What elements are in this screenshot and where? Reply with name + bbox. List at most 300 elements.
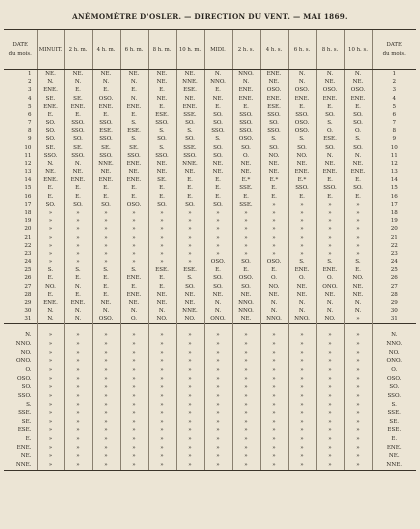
wind-direction-cell: SSO.	[260, 111, 288, 119]
summary-direction-label: ENE.	[16, 444, 32, 451]
wind-direction-cell: SO.	[148, 135, 176, 143]
wind-direction-cell: S.	[260, 135, 288, 143]
summary-empty-cell: »	[37, 383, 64, 392]
summary-empty-cell: »	[232, 400, 260, 409]
wind-direction-cell: »	[344, 209, 372, 217]
summary-empty-cell: »	[148, 426, 176, 435]
summary-empty-cell: »	[288, 392, 316, 401]
wind-direction-cell: E.	[148, 274, 176, 282]
wind-direction-cell: »	[148, 225, 176, 233]
divider-cell	[316, 324, 344, 332]
summary-direction-label: NO.	[20, 349, 32, 356]
wind-direction-cell: NE.	[92, 70, 120, 79]
summary-empty-cell: »	[344, 383, 372, 392]
summary-empty-cell: »	[232, 383, 260, 392]
wind-direction-cell: E.	[232, 103, 260, 111]
table-row	[4, 217, 416, 225]
summary-empty-cell: »	[204, 400, 232, 409]
wind-direction-cell: SSE.	[176, 144, 204, 152]
wind-direction-cell: NE.	[232, 291, 260, 299]
summary-empty-cell: »	[344, 452, 372, 461]
summary-direction-label: NNO.	[15, 341, 32, 348]
wind-direction-cell: »	[64, 225, 92, 233]
summary-empty-cell: »	[288, 357, 316, 366]
summary-empty-cell: »	[344, 340, 372, 349]
summary-direction-label: SSO.	[372, 392, 416, 401]
day-number: 6	[372, 111, 416, 119]
wind-direction-cell: E.	[204, 103, 232, 111]
summary-empty-cell: »	[92, 357, 120, 366]
summary-row	[4, 357, 416, 366]
table-row	[4, 135, 416, 143]
wind-direction-cell: »	[148, 250, 176, 258]
wind-direction-cell: »	[344, 201, 372, 209]
wind-direction-cell: NNO.	[204, 78, 232, 86]
summary-empty-cell: »	[120, 444, 148, 453]
wind-direction-cell: S.	[120, 266, 148, 274]
wind-direction-cell: N.	[344, 152, 372, 160]
summary-empty-cell: »	[344, 418, 372, 427]
summary-empty-cell: »	[148, 383, 176, 392]
wind-direction-cell: »	[204, 217, 232, 225]
summary-empty-cell: »	[288, 409, 316, 418]
day-number: 25	[24, 267, 32, 274]
summary-empty-cell: »	[176, 426, 204, 435]
summary-empty-cell: »	[232, 409, 260, 418]
wind-direction-cell: ENE.	[120, 176, 148, 184]
wind-direction-cell: SO.	[316, 144, 344, 152]
wind-direction-cell: SO.	[176, 135, 204, 143]
wind-direction-cell: »	[204, 242, 232, 250]
wind-direction-cell: NE.	[148, 299, 176, 307]
wind-direction-cell: E.	[148, 86, 176, 94]
wind-direction-cell: N.	[288, 78, 316, 86]
wind-direction-cell: NNE.	[176, 160, 204, 168]
summary-empty-cell: »	[92, 418, 120, 427]
summary-empty-cell: »	[288, 366, 316, 375]
wind-direction-cell: NE.	[176, 70, 204, 79]
summary-row	[4, 383, 416, 392]
summary-empty-cell: »	[260, 331, 288, 340]
wind-direction-cell: N.	[260, 299, 288, 307]
summary-direction-label: NNO.	[372, 340, 416, 349]
day-number: 17	[24, 201, 32, 208]
summary-empty-cell: »	[64, 375, 92, 384]
summary-empty-cell: »	[204, 331, 232, 340]
wind-direction-cell: »	[204, 209, 232, 217]
wind-direction-cell: OSO.	[344, 86, 372, 94]
wind-direction-cell: ENE.	[37, 103, 64, 111]
wind-direction-cell: N.	[316, 152, 344, 160]
day-number: 16	[24, 193, 32, 200]
wind-direction-cell: »	[260, 250, 288, 258]
wind-direction-cell: ENE.	[120, 160, 148, 168]
summary-empty-cell: »	[316, 444, 344, 453]
wind-direction-cell: NNO.	[288, 315, 316, 324]
summary-empty-cell: »	[316, 392, 344, 401]
wind-direction-cell: »	[232, 250, 260, 258]
summary-empty-cell: »	[176, 418, 204, 427]
wind-direction-cell: E.*	[288, 176, 316, 184]
header-date-label: du mois.	[382, 50, 406, 57]
summary-direction-label: O.	[25, 366, 32, 373]
wind-direction-cell: N.	[344, 70, 372, 79]
wind-direction-cell: »	[120, 258, 148, 266]
summary-empty-cell: »	[204, 375, 232, 384]
wind-direction-cell: E.	[120, 86, 148, 94]
wind-direction-cell: NO.	[288, 152, 316, 160]
divider-cell	[148, 324, 176, 332]
wind-direction-cell: NO.	[344, 274, 372, 282]
wind-direction-cell: O.	[232, 152, 260, 160]
wind-direction-cell: »	[260, 242, 288, 250]
summary-row	[4, 426, 416, 435]
wind-direction-cell: S.	[64, 266, 92, 274]
summary-empty-cell: »	[204, 444, 232, 453]
summary-empty-cell: »	[232, 452, 260, 461]
wind-direction-cell: »	[316, 201, 344, 209]
wind-direction-cell: SO.	[37, 201, 64, 209]
day-number: 2	[27, 79, 32, 86]
wind-direction-cell: NE.	[204, 168, 232, 176]
summary-empty-cell: »	[120, 426, 148, 435]
summary-empty-cell: »	[176, 340, 204, 349]
wind-direction-cell: »	[344, 250, 372, 258]
table-row	[4, 291, 416, 299]
summary-empty-cell: »	[260, 375, 288, 384]
wind-direction-cell: E.	[176, 193, 204, 201]
wind-direction-cell: E.	[344, 193, 372, 201]
summary-empty-cell: »	[288, 426, 316, 435]
table-row	[4, 176, 416, 184]
summary-empty-cell: »	[37, 444, 64, 453]
wind-direction-cell: »	[37, 217, 64, 225]
header-hour: 4 h. m.	[92, 30, 120, 70]
summary-empty-cell: »	[260, 392, 288, 401]
wind-direction-cell: E.	[64, 274, 92, 282]
wind-direction-cell: »	[120, 250, 148, 258]
table-row	[4, 152, 416, 160]
summary-empty-cell: »	[204, 383, 232, 392]
wind-direction-cell: »	[288, 225, 316, 233]
summary-empty-cell: »	[316, 383, 344, 392]
wind-direction-cell: ENE.	[316, 266, 344, 274]
wind-direction-cell: E.	[64, 86, 92, 94]
wind-direction-cell: SSE.	[232, 184, 260, 192]
wind-direction-cell: N.	[288, 299, 316, 307]
wind-direction-cell: NNO.	[232, 307, 260, 315]
wind-direction-cell: OSO.	[260, 258, 288, 266]
wind-direction-cell: SSO.	[232, 127, 260, 135]
wind-direction-cell: »	[344, 225, 372, 233]
wind-direction-cell: OSO.	[204, 258, 232, 266]
summary-empty-cell: »	[64, 340, 92, 349]
summary-row	[4, 461, 416, 470]
wind-direction-cell: NE.	[120, 168, 148, 176]
wind-direction-cell: E.	[232, 193, 260, 201]
wind-direction-cell: S.	[120, 119, 148, 127]
wind-direction-cell: »	[148, 258, 176, 266]
summary-empty-cell: »	[37, 340, 64, 349]
wind-direction-cell: ENE.	[260, 70, 288, 79]
day-number: 13	[372, 168, 416, 176]
wind-direction-cell: NE.	[344, 160, 372, 168]
day-number: 21	[372, 233, 416, 241]
wind-direction-cell: SO.	[37, 127, 64, 135]
header-hour: 10 h. m.	[176, 30, 204, 70]
wind-direction-cell: N.	[37, 78, 64, 86]
wind-direction-cell: E.	[316, 103, 344, 111]
wind-direction-cell: NO.	[37, 282, 64, 290]
wind-direction-cell: N.	[120, 95, 148, 103]
wind-direction-cell: »	[288, 217, 316, 225]
wind-direction-cell: NE.	[92, 168, 120, 176]
wind-direction-cell: OSO.	[92, 315, 120, 324]
wind-direction-cell: E.	[64, 193, 92, 201]
day-number: 24	[24, 259, 32, 266]
wind-direction-cell: SE.	[64, 95, 92, 103]
summary-row	[4, 392, 416, 401]
wind-direction-cell: ENE.	[316, 95, 344, 103]
wind-direction-cell: ENE.	[260, 95, 288, 103]
wind-direction-cell: NE.	[316, 160, 344, 168]
wind-direction-cell: »	[92, 250, 120, 258]
wind-direction-cell: NE.	[344, 291, 372, 299]
wind-direction-cell: N.	[37, 315, 64, 324]
summary-empty-cell: »	[120, 331, 148, 340]
wind-direction-cell: »	[232, 225, 260, 233]
summary-empty-cell: »	[37, 400, 64, 409]
summary-empty-cell: »	[64, 392, 92, 401]
wind-direction-cell: S.	[176, 274, 204, 282]
table-row	[4, 78, 416, 86]
day-number: 22	[372, 242, 416, 250]
summary-empty-cell: »	[316, 452, 344, 461]
summary-empty-cell: »	[64, 461, 92, 470]
summary-empty-cell: »	[344, 357, 372, 366]
wind-direction-cell: E.*	[232, 176, 260, 184]
summary-direction-label: NNE.	[372, 461, 416, 470]
summary-direction-label: NE.	[20, 453, 32, 460]
day-number: 14	[24, 177, 32, 184]
wind-direction-cell: NNO.	[232, 299, 260, 307]
wind-direction-cell: SO.	[288, 144, 316, 152]
wind-direction-cell: E.	[120, 111, 148, 119]
summary-empty-cell: »	[176, 357, 204, 366]
section-divider	[4, 324, 416, 332]
table-row	[4, 315, 416, 324]
summary-direction-label: SSE.	[18, 410, 32, 417]
wind-direction-cell: »	[288, 233, 316, 241]
wind-direction-cell: OSO.	[120, 201, 148, 209]
wind-direction-cell: SO.	[204, 274, 232, 282]
summary-empty-cell: »	[37, 375, 64, 384]
day-number: 26	[372, 274, 416, 282]
wind-direction-cell: »	[120, 233, 148, 241]
wind-direction-cell: N.	[37, 160, 64, 168]
summary-row	[4, 375, 416, 384]
summary-empty-cell: »	[120, 392, 148, 401]
table-row	[4, 193, 416, 201]
day-number: 31	[24, 316, 32, 323]
header-row	[4, 30, 416, 70]
wind-direction-cell: O.	[288, 274, 316, 282]
wind-direction-cell: NE.	[260, 291, 288, 299]
wind-direction-cell: N.	[37, 307, 64, 315]
wind-direction-cell: N.	[204, 299, 232, 307]
wind-direction-cell: ENE.	[120, 291, 148, 299]
wind-direction-cell: N.	[204, 307, 232, 315]
divider-cell	[4, 324, 37, 332]
wind-direction-cell: E.	[204, 176, 232, 184]
wind-direction-cell: N.	[316, 307, 344, 315]
header-hour: 6 h. s.	[288, 30, 316, 70]
summary-empty-cell: »	[64, 435, 92, 444]
wind-direction-cell: SSE.	[232, 201, 260, 209]
wind-direction-cell: SO.	[232, 144, 260, 152]
wind-direction-cell: NE.	[120, 299, 148, 307]
summary-empty-cell: »	[288, 435, 316, 444]
summary-empty-cell: »	[316, 375, 344, 384]
summary-empty-cell: »	[344, 331, 372, 340]
summary-empty-cell: »	[176, 383, 204, 392]
wind-direction-cell: E.	[120, 184, 148, 192]
wind-direction-cell: NO.	[176, 315, 204, 324]
wind-direction-cell: N.	[148, 307, 176, 315]
summary-empty-cell: »	[120, 375, 148, 384]
divider-cell	[372, 324, 416, 332]
wind-direction-cell: »	[64, 258, 92, 266]
wind-direction-cell: »	[232, 209, 260, 217]
summary-direction-label: S.	[26, 401, 32, 408]
wind-direction-cell: SO.	[204, 144, 232, 152]
day-number: 23	[372, 250, 416, 258]
wind-direction-cell: NE.	[148, 70, 176, 79]
wind-direction-cell: S.	[120, 135, 148, 143]
summary-empty-cell: »	[64, 349, 92, 358]
wind-direction-cell: E.	[148, 282, 176, 290]
summary-empty-cell: »	[64, 426, 92, 435]
summary-direction-label: O.	[372, 366, 416, 375]
wind-direction-cell: E.	[37, 184, 64, 192]
wind-direction-cell: E.	[260, 193, 288, 201]
summary-empty-cell: »	[37, 349, 64, 358]
day-number: 29	[24, 299, 32, 306]
wind-direction-cell: E.	[92, 282, 120, 290]
wind-direction-cell: S.	[316, 119, 344, 127]
wind-direction-cell: »	[64, 209, 92, 217]
summary-empty-cell: »	[92, 400, 120, 409]
summary-empty-cell: »	[64, 331, 92, 340]
wind-direction-cell: NE.	[64, 70, 92, 79]
table-row	[4, 299, 416, 307]
day-number: 24	[372, 258, 416, 266]
summary-empty-cell: »	[37, 409, 64, 418]
divider-cell	[260, 324, 288, 332]
wind-direction-cell: N.	[64, 307, 92, 315]
day-number: 8	[27, 128, 32, 135]
wind-direction-cell: E.	[344, 103, 372, 111]
wind-direction-cell: E.	[344, 176, 372, 184]
summary-empty-cell: »	[148, 461, 176, 470]
summary-empty-cell: »	[288, 375, 316, 384]
summary-empty-cell: »	[232, 349, 260, 358]
wind-direction-cell: ENE.	[176, 103, 204, 111]
header-hour: 8 h. m.	[148, 30, 176, 70]
summary-empty-cell: »	[176, 409, 204, 418]
day-number: 14	[372, 176, 416, 184]
wind-direction-cell: NE.	[148, 291, 176, 299]
wind-direction-cell: NE.	[148, 160, 176, 168]
wind-direction-cell: ENE.	[37, 299, 64, 307]
wind-direction-cell: »	[260, 201, 288, 209]
wind-direction-cell: N.	[288, 70, 316, 79]
summary-empty-cell: »	[92, 444, 120, 453]
wind-direction-cell: ESE.	[316, 135, 344, 143]
wind-direction-cell: NNE.	[92, 160, 120, 168]
wind-direction-cell: ENE.	[344, 168, 372, 176]
wind-direction-cell: N.	[92, 78, 120, 86]
wind-direction-cell: SE.	[120, 144, 148, 152]
summary-empty-cell: »	[176, 461, 204, 470]
wind-direction-cell: NE.	[260, 78, 288, 86]
day-number: 27	[24, 283, 32, 290]
summary-empty-cell: »	[148, 452, 176, 461]
wind-direction-cell: S.	[148, 127, 176, 135]
wind-direction-cell: »	[204, 233, 232, 241]
wind-direction-cell: SE.	[37, 95, 64, 103]
wind-direction-cell: N.	[64, 160, 92, 168]
summary-row	[4, 340, 416, 349]
wind-direction-cell: »	[288, 201, 316, 209]
wind-direction-cell: SSO.	[260, 127, 288, 135]
wind-direction-cell: NE.	[260, 160, 288, 168]
summary-empty-cell: »	[64, 400, 92, 409]
summary-empty-cell: »	[37, 435, 64, 444]
summary-empty-cell: »	[92, 375, 120, 384]
summary-empty-cell: »	[232, 375, 260, 384]
summary-empty-cell: »	[232, 340, 260, 349]
summary-direction-label: NNE.	[4, 461, 37, 470]
summary-direction-label: ONO.	[15, 358, 32, 365]
wind-direction-cell: NE.	[344, 282, 372, 290]
wind-direction-cell: »	[344, 315, 372, 324]
wind-direction-cell: ESE.	[260, 103, 288, 111]
table-row	[4, 209, 416, 217]
table-row	[4, 127, 416, 135]
wind-direction-cell: »	[176, 217, 204, 225]
wind-direction-cell: N.	[120, 307, 148, 315]
summary-empty-cell: »	[120, 349, 148, 358]
summary-empty-cell: »	[120, 452, 148, 461]
wind-direction-cell: NE.	[260, 168, 288, 176]
wind-direction-cell: SSO.	[288, 111, 316, 119]
wind-direction-cell: E.	[92, 274, 120, 282]
summary-empty-cell: »	[120, 340, 148, 349]
header-hour: 4 h. s.	[260, 30, 288, 70]
summary-direction-label: ESE.	[17, 427, 32, 434]
summary-empty-cell: »	[204, 392, 232, 401]
table-row	[4, 225, 416, 233]
wind-direction-cell: E.	[92, 111, 120, 119]
wind-direction-cell: S.	[176, 127, 204, 135]
day-number: 22	[24, 242, 32, 249]
wind-direction-cell: »	[288, 209, 316, 217]
wind-direction-cell: ENE.	[288, 266, 316, 274]
summary-empty-cell: »	[148, 444, 176, 453]
summary-empty-cell: »	[92, 461, 120, 470]
summary-empty-cell: »	[316, 426, 344, 435]
